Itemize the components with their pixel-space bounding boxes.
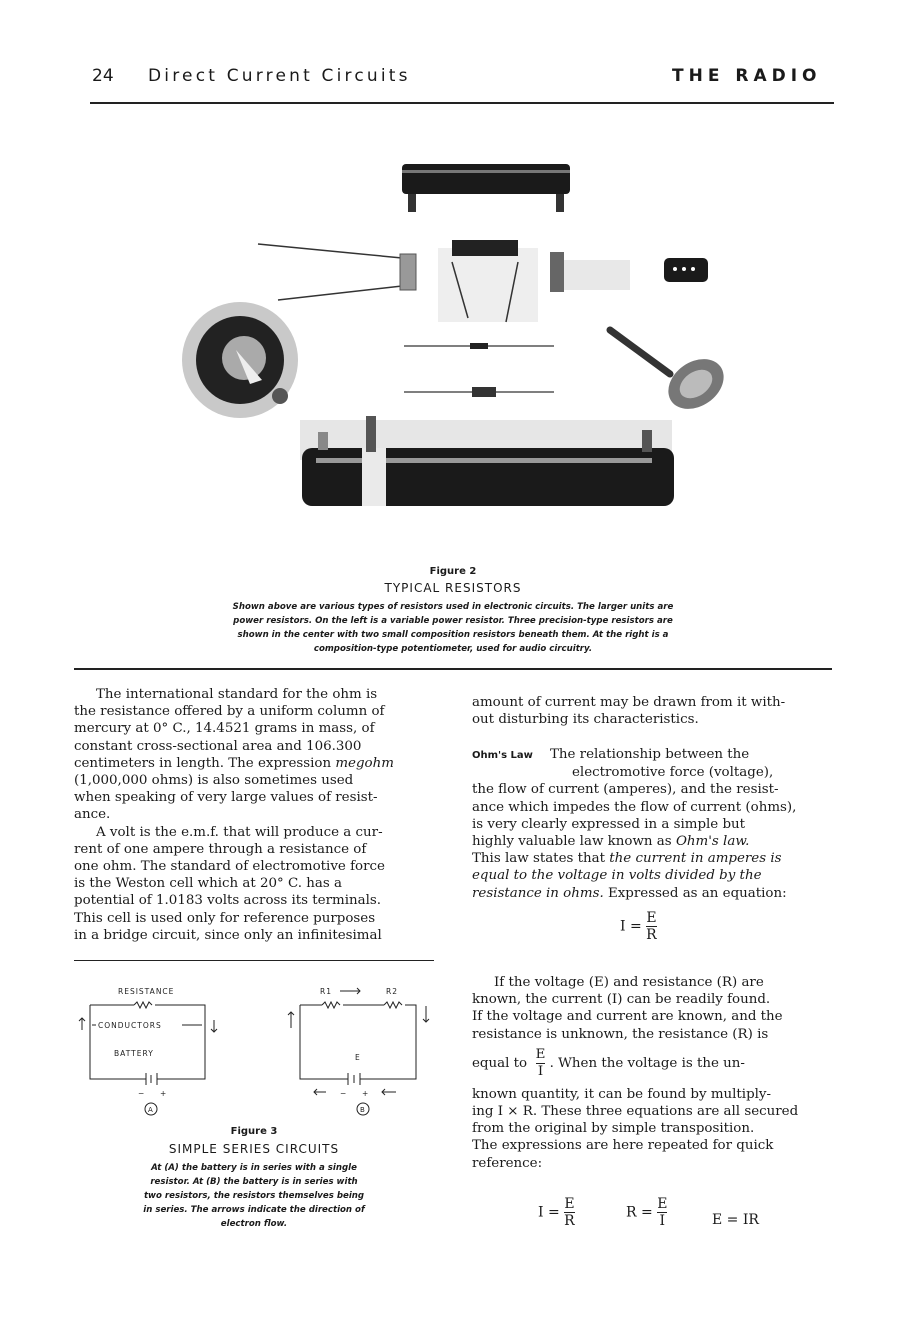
paragraph-line: the resistance offered by a uniform column of bbox=[74, 704, 385, 720]
paragraph-line: ance. bbox=[74, 807, 111, 823]
small-component bbox=[664, 258, 708, 282]
series-circuit-diagram bbox=[74, 976, 434, 1116]
caption-line: power resistors. On the left is a variable power resistor. Three precision-type resistors are bbox=[233, 616, 673, 626]
paragraph-line: If the voltage and current are known, and the bbox=[472, 1009, 783, 1025]
paragraph-line: potential of 1.0183 volts across its terminals. bbox=[74, 893, 381, 909]
ohms-law-equation: I = $\frac{E}{R}$ bbox=[620, 910, 657, 943]
right-column-body bbox=[472, 974, 832, 1172]
r2-label: R2 bbox=[386, 987, 398, 996]
r1-label: R1 bbox=[320, 987, 332, 996]
megohm-term: megohm bbox=[335, 755, 394, 771]
header-rule bbox=[90, 102, 834, 104]
figure2-caption bbox=[140, 600, 766, 656]
page-number: 24 bbox=[92, 66, 114, 86]
precision-resistor-right bbox=[550, 252, 630, 292]
potentiometer bbox=[610, 330, 733, 419]
ohms-law-section bbox=[472, 746, 832, 902]
paragraph-line: is the Weston cell which at 20° C. has a bbox=[74, 876, 342, 892]
paragraph-line: when speaking of very large values of resist- bbox=[74, 790, 378, 806]
paragraph-line: from the original by simple transposition. bbox=[472, 1121, 755, 1137]
power-resistor-bottom bbox=[300, 416, 674, 506]
circuit-b bbox=[288, 987, 429, 1115]
paragraph-line: constant cross-sectional area and 106.300 bbox=[74, 738, 362, 754]
paragraph-line: resistance in ohms. Expressed as an equation: bbox=[472, 885, 787, 901]
paragraph-line: If the voltage (E) and resistance (R) are bbox=[494, 975, 764, 990]
left-column-text bbox=[74, 686, 434, 944]
resistance-label: RESISTANCE bbox=[118, 987, 175, 996]
paragraph-line: in a bridge circuit, since only an infinitesimal bbox=[74, 927, 382, 943]
paragraph-line: A volt is the e.m.f. that will produce a cur- bbox=[96, 824, 383, 840]
plus-sign: + bbox=[362, 1089, 370, 1098]
e-label: E bbox=[355, 1053, 361, 1062]
paragraph: The international standard for the ohm is bbox=[96, 687, 378, 702]
caption-line: resistor. At (B) the battery is in series with bbox=[150, 1177, 358, 1187]
plus-sign: + bbox=[160, 1089, 168, 1098]
caption-line: At (A) the battery is in series with a single bbox=[151, 1163, 357, 1173]
precision-resistor-center bbox=[438, 240, 538, 322]
paragraph-line: amount of current may be drawn from it with- bbox=[472, 695, 786, 710]
paragraph-line: known quantity, it can be found by multiply- bbox=[472, 1086, 772, 1102]
ohms-law-heading: Ohm's Law bbox=[472, 750, 533, 761]
conductors-label: CONDUCTORS bbox=[98, 1021, 162, 1030]
caption-line: two resistors, the resistors themselves being bbox=[143, 1191, 365, 1201]
caption-line: electron flow. bbox=[220, 1219, 288, 1229]
paragraph-line: reference: bbox=[472, 1155, 543, 1171]
paragraph-line: resistance is unknown, the resistance (R) is bbox=[472, 1026, 769, 1042]
paragraph-line: highly valuable law known as Ohm's law. bbox=[472, 834, 750, 850]
caption-line: composition-type potentiometer, used for audio circuitry. bbox=[313, 644, 593, 654]
equation-current: I = $\frac{E}{R}$ bbox=[538, 1196, 575, 1229]
precision-resistor-left bbox=[258, 244, 416, 300]
paragraph-line: (1,000,000 ohms) is also sometimes used bbox=[74, 773, 354, 789]
circuit-a-label: A bbox=[148, 1106, 154, 1114]
paragraph-line: is very clearly expressed in a simple but bbox=[472, 816, 746, 832]
caption-line: shown in the center with two small composition resistors beneath them. At the right is a bbox=[237, 630, 669, 640]
paragraph-line: the flow of current (amperes), and the resist- bbox=[472, 782, 779, 798]
minus-sign: − bbox=[340, 1089, 348, 1098]
paragraph-line: rent of one ampere through a resistance of bbox=[74, 841, 367, 857]
paragraph-line: equal to $\frac{E}{I}$ . When the voltage is the un- bbox=[472, 1046, 745, 1079]
equation-resistance: R = $\frac{E}{I}$ bbox=[626, 1196, 668, 1229]
paragraph-line: electromotive force (voltage), bbox=[572, 765, 774, 781]
figure3-title: SIMPLE SERIES CIRCUITS bbox=[168, 1142, 340, 1156]
battery-label: BATTERY bbox=[114, 1049, 154, 1058]
resistors-photo bbox=[170, 150, 740, 510]
figure2-label: Figure 2 bbox=[429, 566, 477, 577]
figure3-label: Figure 3 bbox=[230, 1126, 278, 1137]
paragraph-line: mercury at 0° C., 14.4521 grams in mass, of bbox=[74, 721, 375, 737]
paragraph-line: known, the current (I) can be readily found. bbox=[472, 992, 771, 1008]
paragraph-line: ing I × R. These three equations are all secured bbox=[472, 1104, 799, 1120]
variable-power-resistor bbox=[182, 302, 298, 418]
minus-sign: − bbox=[138, 1089, 146, 1098]
circuit-b-label: B bbox=[360, 1106, 366, 1114]
paragraph-line: This law states that the current in amperes is bbox=[472, 851, 782, 867]
figure3-caption bbox=[74, 1161, 434, 1231]
circuit-a bbox=[79, 987, 217, 1115]
ohms-law-term: Ohm's law. bbox=[675, 834, 750, 850]
paragraph-line: The expressions are here repeated for quick bbox=[472, 1138, 774, 1154]
book-title: THE RADIO bbox=[672, 66, 822, 86]
paragraph-line: ance which impedes the flow of current (ohms), bbox=[472, 799, 797, 815]
paragraph-line: out disturbing its characteristics. bbox=[472, 712, 699, 728]
paragraph-line: This cell is used only for reference purposes bbox=[74, 910, 376, 926]
paragraph-line: Ohm's Law The relationship between the bbox=[472, 747, 750, 762]
power-resistor-top bbox=[402, 164, 570, 212]
caption-line: Shown above are various types of resistors used in electronic circuits. The larger units are bbox=[232, 602, 674, 612]
right-column-top bbox=[472, 694, 832, 728]
composition-resistor-2 bbox=[404, 387, 554, 397]
composition-resistor-1 bbox=[404, 343, 554, 349]
paragraph-line: equal to the voltage in volts divided by the bbox=[472, 868, 762, 884]
figure3-rule bbox=[74, 960, 434, 961]
paragraph-line: centimeters in length. The expression megohm bbox=[74, 755, 394, 771]
figure2-title: TYPICAL RESISTORS bbox=[384, 581, 522, 595]
equation-voltage: E = IR bbox=[712, 1212, 759, 1228]
caption-line: in series. The arrows indicate the direction of bbox=[143, 1205, 365, 1215]
chapter-title: Direct Current Circuits bbox=[148, 66, 411, 86]
figure2-rule bbox=[74, 668, 832, 670]
paragraph-line: one ohm. The standard of electromotive force bbox=[74, 859, 385, 875]
